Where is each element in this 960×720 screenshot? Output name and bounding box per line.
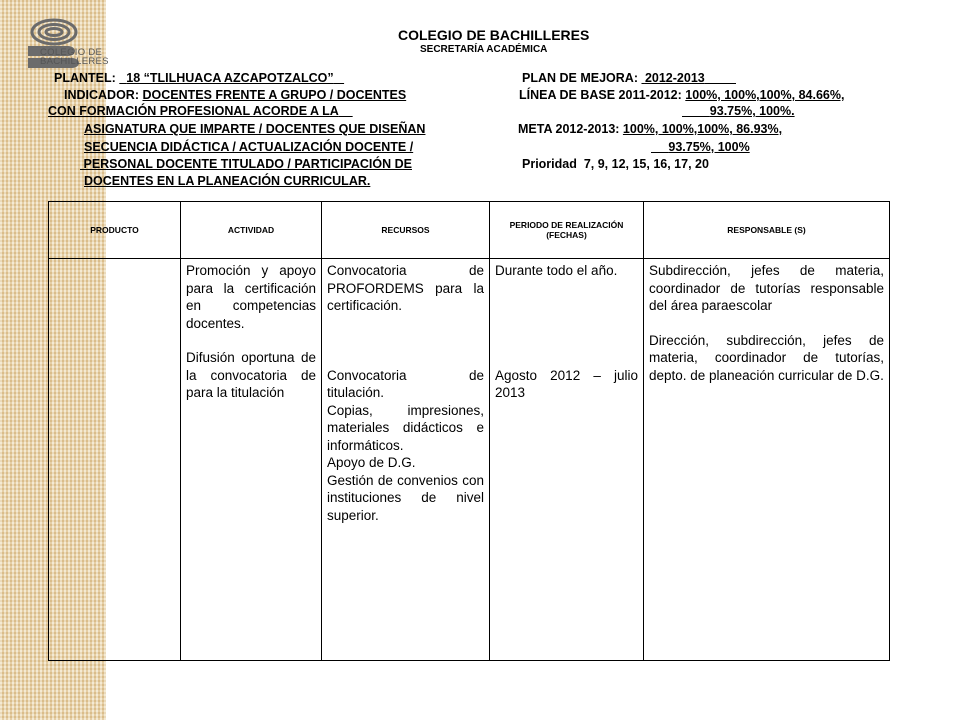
recursos-item: Convocatoria de titulación. [327,367,484,400]
periodo-item: Agosto 2012 – julio 2013 [495,367,638,400]
header-producto: PRODUCTO [49,202,181,259]
meta-value-2 [651,140,750,155]
table-header-row [49,202,890,259]
plan-table [48,201,890,661]
linea-base-value-2 [682,104,795,119]
indicador-text-4: SECUENCIA DIDÁCTICA / ACTUALIZACIÓN DOCENTE / [84,140,414,154]
indicador-text-5 [80,157,412,172]
recursos-item: Apoyo de D.G. [327,455,416,470]
actividad-item: Difusión oportuna de la convocatoria de para la titulación [186,350,316,400]
plan-line [522,71,736,86]
meta-label: META 2012-2013: [518,122,620,136]
recursos-item: Copias, impresiones, materiales didácticos e informáticos. [327,402,484,453]
indicador-line-1 [64,88,406,103]
prioridad-value: 7, 9, 12, 15, 16, 17, 20 [583,157,709,171]
responsable-item: Dirección, subdirección, jefes de materia, coordinador de tutorías, depto. de planeación curricular de D.G. [649,332,884,383]
meta-line [518,122,782,137]
meta-value-2-text: 93.75%, 100% [668,140,750,154]
cell-actividad [181,259,322,661]
logo-line-1: COLEGIO DE [40,47,103,58]
indicador-text-5-value: PERSONAL DOCENTE TITULADO / PARTICIPACIÓN DE [83,157,412,171]
header-periodo: PERIODO DE REALIZACIÓN (FECHAS) [490,202,644,259]
cell-producto [49,259,181,661]
linea-base-value-2-text: 93.75%, 100%. [709,104,795,118]
responsable-item: Subdirección, jefes de materia, coordinador de tutorías responsable del área paraescolar [649,263,884,313]
prioridad-line [522,157,709,172]
cell-recursos [322,259,490,661]
table-row [49,259,890,661]
periodo-item: Durante todo el año. [495,263,618,278]
page-title: COLEGIO DE BACHILLERES [398,27,590,43]
cell-responsable [644,259,890,661]
indicador-text-2-value: CON FORMACIÓN PROFESIONAL ACORDE A LA [48,104,339,118]
header-recursos: RECURSOS [322,202,490,259]
header-responsable: RESPONSABLE (S) [644,202,890,259]
recursos-item: Convocatoria de PROFORDEMS para la certificación. [327,263,484,313]
indicador-text-2 [48,104,353,119]
linea-base-line [519,88,844,103]
linea-base-value: 100%, 100%,100%, 84.66%, [685,88,845,102]
recursos-item: Gestión de convenios con instituciones de nivel superior. [327,472,484,523]
plan-value [641,71,736,85]
cell-periodo [490,259,644,661]
logo-line-2: BACHILLERES [40,56,109,67]
page-subtitle: SECRETARÍA ACADÉMICA [420,44,548,55]
linea-base-label: LÍNEA DE BASE 2011-2012: [519,88,682,102]
prioridad-label: Prioridad [522,157,577,171]
indicador-label: INDICADOR: [64,88,139,102]
plan-label: PLAN DE MEJORA: [522,71,638,85]
header-actividad: ACTIVIDAD [181,202,322,259]
meta-value: 100%, 100%,100%, 86.93%, [622,122,783,136]
plantel-value-text: 18 “TLILHUACA AZCAPOTZALCO” [126,71,334,85]
indicador-text-1: DOCENTES FRENTE A GRUPO / DOCENTES [142,88,407,102]
plan-value-text: 2012-2013 [644,71,705,85]
plantel-value [119,71,344,85]
actividad-item: Promoción y apoyo para la certificación en competencias docentes. [186,263,316,331]
plantel-label: PLANTEL: [54,71,116,85]
indicador-text-6: DOCENTES EN LA PLANEACIÓN CURRICULAR. [84,174,371,188]
plantel-line [54,71,344,86]
indicador-text-3: ASIGNATURA QUE IMPARTE / DOCENTES QUE DISEÑAN [84,122,426,136]
logo-text [40,48,109,66]
